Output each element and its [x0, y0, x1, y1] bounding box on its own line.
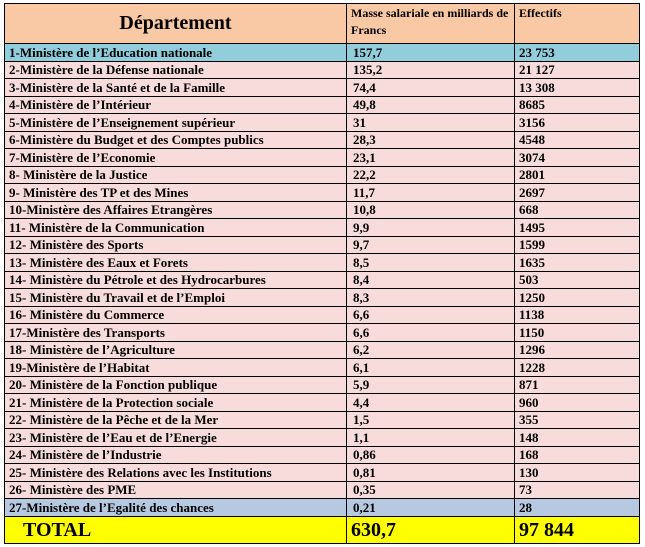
cell-departement: 5-Ministère de l’Enseignement supérieur — [5, 114, 347, 132]
header-row — [5, 4, 640, 44]
table-row — [5, 96, 640, 114]
table-row — [5, 359, 640, 377]
cell-effectifs: 1150 — [515, 324, 640, 342]
cell-effectifs: 3074 — [515, 149, 640, 167]
cell-departement: 24- Ministère de l’Industrie — [5, 446, 347, 464]
table-row — [5, 149, 640, 167]
cell-masse-salariale: 28,3 — [347, 131, 515, 149]
table-row — [5, 446, 640, 464]
cell-departement: 23- Ministère de l’Eau et de l’Energie — [5, 429, 347, 447]
cell-masse-salariale: 9,7 — [347, 236, 515, 254]
cell-masse-salariale: 0,81 — [347, 464, 515, 482]
header-departement: Département — [5, 4, 347, 44]
table-row — [5, 411, 640, 429]
table-row — [5, 394, 640, 412]
table-row — [5, 464, 640, 482]
cell-effectifs: 1599 — [515, 236, 640, 254]
cell-effectifs: 23 753 — [515, 44, 640, 62]
table-row — [5, 184, 640, 202]
cell-effectifs: 148 — [515, 429, 640, 447]
cell-departement: 17-Ministère des Transports — [5, 324, 347, 342]
cell-effectifs: 130 — [515, 464, 640, 482]
table-row — [5, 324, 640, 342]
cell-masse-salariale: 157,7 — [347, 44, 515, 62]
total-masse: 630,7 — [347, 516, 515, 543]
cell-effectifs: 1495 — [515, 219, 640, 237]
cell-departement: 21- Ministère de la Protection sociale — [5, 394, 347, 412]
cell-effectifs: 1138 — [515, 306, 640, 324]
cell-effectifs: 3156 — [515, 114, 640, 132]
cell-effectifs: 668 — [515, 201, 640, 219]
cell-departement: 25- Ministère des Relations avec les Institutions — [5, 464, 347, 482]
total-label: TOTAL — [5, 516, 347, 543]
cell-departement: 15- Ministère du Travail et de l’Emploi — [5, 289, 347, 307]
cell-effectifs: 1228 — [515, 359, 640, 377]
cell-effectifs: 1250 — [515, 289, 640, 307]
cell-departement: 1-Ministère de l’Education nationale — [5, 44, 347, 62]
table-row — [5, 166, 640, 184]
cell-departement: 6-Ministère du Budget et des Comptes publics — [5, 131, 347, 149]
cell-effectifs: 2697 — [515, 184, 640, 202]
cell-masse-salariale: 6,2 — [347, 341, 515, 359]
cell-departement: 22- Ministère de la Pêche et de la Mer — [5, 411, 347, 429]
cell-departement: 7-Ministère de l’Economie — [5, 149, 347, 167]
cell-masse-salariale: 49,8 — [347, 96, 515, 114]
total-effectifs: 97 844 — [515, 516, 640, 543]
table-row — [5, 289, 640, 307]
total-row — [5, 516, 640, 543]
table-row — [5, 114, 640, 132]
cell-departement: 27-Ministère de l’Egalité des chances — [5, 499, 347, 517]
cell-masse-salariale: 135,2 — [347, 61, 515, 79]
cell-departement: 9- Ministère des TP et des Mines — [5, 184, 347, 202]
cell-departement: 3-Ministère de la Santé et de la Famille — [5, 79, 347, 97]
cell-masse-salariale: 23,1 — [347, 149, 515, 167]
cell-masse-salariale: 22,2 — [347, 166, 515, 184]
table-row — [5, 481, 640, 499]
cell-masse-salariale: 0,35 — [347, 481, 515, 499]
table-row — [5, 236, 640, 254]
table-row — [5, 201, 640, 219]
cell-masse-salariale: 0,86 — [347, 446, 515, 464]
cell-effectifs: 871 — [515, 376, 640, 394]
cell-effectifs: 2801 — [515, 166, 640, 184]
cell-masse-salariale: 6,6 — [347, 306, 515, 324]
header-masse-salariale: Masse salariale en milliards de Francs — [347, 4, 515, 44]
cell-masse-salariale: 0,21 — [347, 499, 515, 517]
cell-masse-salariale: 1,5 — [347, 411, 515, 429]
table-row — [5, 376, 640, 394]
cell-effectifs: 13 308 — [515, 79, 640, 97]
cell-effectifs: 960 — [515, 394, 640, 412]
cell-departement: 13- Ministère des Eaux et Forets — [5, 254, 347, 272]
table-body — [5, 44, 640, 517]
cell-departement: 14- Ministère du Pétrole et des Hydrocarbures — [5, 271, 347, 289]
cell-masse-salariale: 8,3 — [347, 289, 515, 307]
cell-departement: 4-Ministère de l’Intérieur — [5, 96, 347, 114]
cell-masse-salariale: 10,8 — [347, 201, 515, 219]
table-row — [5, 271, 640, 289]
table-row — [5, 341, 640, 359]
cell-effectifs: 4548 — [515, 131, 640, 149]
cell-effectifs: 21 127 — [515, 61, 640, 79]
cell-departement: 2-Ministère de la Défense nationale — [5, 61, 347, 79]
cell-masse-salariale: 31 — [347, 114, 515, 132]
cell-effectifs: 73 — [515, 481, 640, 499]
table-row — [5, 131, 640, 149]
header-effectifs: Effectifs — [515, 4, 640, 44]
cell-effectifs: 1635 — [515, 254, 640, 272]
cell-masse-salariale: 6,6 — [347, 324, 515, 342]
cell-departement: 18- Ministère de l’Agriculture — [5, 341, 347, 359]
table-row — [5, 306, 640, 324]
cell-masse-salariale: 6,1 — [347, 359, 515, 377]
salary-table — [4, 3, 640, 544]
cell-masse-salariale: 8,4 — [347, 271, 515, 289]
cell-masse-salariale: 11,7 — [347, 184, 515, 202]
cell-masse-salariale: 4,4 — [347, 394, 515, 412]
cell-departement: 26- Ministère des PME — [5, 481, 347, 499]
table-row — [5, 219, 640, 237]
cell-effectifs: 355 — [515, 411, 640, 429]
cell-departement: 8- Ministère de la Justice — [5, 166, 347, 184]
table-row — [5, 254, 640, 272]
cell-effectifs: 28 — [515, 499, 640, 517]
cell-departement: 20- Ministère de la Fonction publique — [5, 376, 347, 394]
cell-departement: 19-Ministère de l’Habitat — [5, 359, 347, 377]
table-row — [5, 429, 640, 447]
cell-effectifs: 168 — [515, 446, 640, 464]
cell-departement: 10-Ministère des Affaires Etrangères — [5, 201, 347, 219]
cell-masse-salariale: 5,9 — [347, 376, 515, 394]
table-row — [5, 499, 640, 517]
table-row — [5, 79, 640, 97]
cell-masse-salariale: 9,9 — [347, 219, 515, 237]
cell-departement: 16- Ministère du Commerce — [5, 306, 347, 324]
cell-masse-salariale: 74,4 — [347, 79, 515, 97]
cell-departement: 11- Ministère de la Communication — [5, 219, 347, 237]
cell-departement: 12- Ministère des Sports — [5, 236, 347, 254]
cell-masse-salariale: 1,1 — [347, 429, 515, 447]
table-row — [5, 61, 640, 79]
cell-effectifs: 8685 — [515, 96, 640, 114]
cell-effectifs: 503 — [515, 271, 640, 289]
cell-effectifs: 1296 — [515, 341, 640, 359]
cell-masse-salariale: 8,5 — [347, 254, 515, 272]
table-row — [5, 44, 640, 62]
